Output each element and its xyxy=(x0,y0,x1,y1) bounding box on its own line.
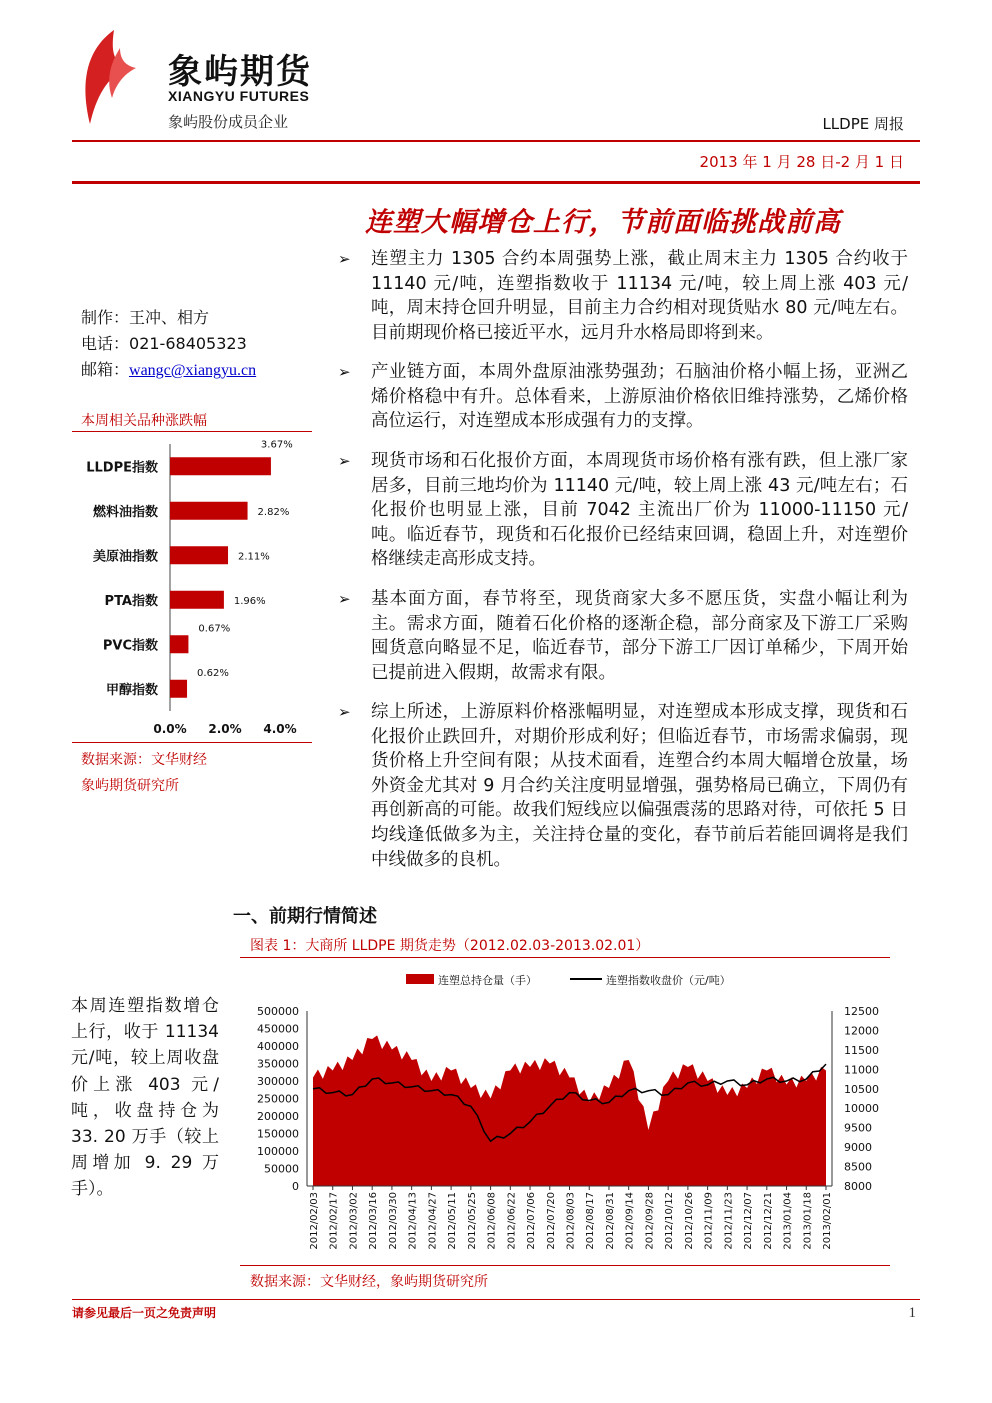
x-tick-label: 2012/12/21 xyxy=(762,1192,774,1250)
author-names: 王冲、相方 xyxy=(129,308,210,327)
bar xyxy=(170,635,188,653)
arrow-bullet-icon: ➢ xyxy=(338,590,351,608)
email-label: 邮箱： xyxy=(81,360,130,379)
legend-label-line: 连塑指数收盘价（元/吨） xyxy=(606,974,731,987)
x-tick-label: 4.0% xyxy=(263,722,297,736)
email-link[interactable]: wangc@xiangyu.cn xyxy=(129,362,257,379)
bullet-text: 综上所述，上游原料价格涨幅明显，对连塑成本形成支撑，现货和石化报价止跌回升，对期价形成利好；但临近春节，市场需求偏弱，现货价格上升空间有限；从技术面看，连塑合约本周大幅增仓放量，场外资金尤其对 9 月合约关注度明显增强，强势格局已确立，下周仍有再创新高的可能。故我们短线应以偏强震荡的思路对待，可依托 5 日均线逢低做多为主，关注持仓量的变化，春节前后若能回调将是我们中线做多的良机。 xyxy=(371,702,908,870)
bar-category-label: PTA指数 xyxy=(104,593,158,609)
bullet-item xyxy=(338,449,908,572)
figure-source: 数据来源：文华财经，象屿期货研究所 xyxy=(250,1274,488,1290)
bar-value-label: 0.62% xyxy=(197,667,229,679)
y-right-tick-label: 11000 xyxy=(844,1063,879,1077)
y-left-tick-label: 500000 xyxy=(257,1005,299,1018)
y-right-tick-label: 8500 xyxy=(844,1160,872,1174)
phone-label: 电话： xyxy=(81,334,130,353)
brand-subtitle: 象屿股份成员企业 xyxy=(168,113,289,131)
x-tick-label: 2012/10/12 xyxy=(664,1192,676,1250)
change-bar-chart xyxy=(72,434,312,740)
arrow-bullet-icon: ➢ xyxy=(338,363,351,381)
email-line xyxy=(81,357,256,380)
divider xyxy=(72,742,312,743)
report-headline: 连塑大幅增仓上行，节前面临挑战前高 xyxy=(365,207,841,238)
bullet-text: 连塑主力 1305 合约本周强势上涨，截止周末主力 1305 合约收于 11140 元/吨，连塑指数收于 11134 元/吨，较上周上涨 403 元/吨，周末持仓回升明显，目前主力合约相对现货贴水 80 元/吨左右。目前期现价格已接近平水，远月升水格局即将到来。 xyxy=(371,249,908,343)
x-tick-label: 2012/05/11 xyxy=(447,1192,459,1250)
bar-value-label: 2.82% xyxy=(257,506,290,518)
y-right-tick-label: 8000 xyxy=(844,1180,872,1193)
bar-value-label: 1.96% xyxy=(233,595,266,607)
x-tick-label: 2013/01/04 xyxy=(782,1192,794,1250)
bullet-item xyxy=(338,587,908,685)
legend-swatch-area xyxy=(406,974,434,984)
section-title: 一、前期行情简述 xyxy=(233,906,377,927)
bullet-text: 基本面方面，春节将至，现货商家大多不愿压货，实盘小幅让利为主。需求方面，随着石化价格的逐渐企稳，部分商家及下游工厂采购囤货意向略显不足，临近春节，部分下游工厂因订单稀少，下周开始已提前进入假期，故需求有限。 xyxy=(371,589,908,683)
bullet-item xyxy=(338,360,908,434)
chart-source-org: 象屿期货研究所 xyxy=(81,778,179,794)
weekly-summary: 本周连塑指数增仓上行，收于 11134 元/吨，较上周收盘价上涨 403 元/吨，收盘持仓为 33. 20 万手（较上周增加 9. 29 万手）。 xyxy=(71,996,219,1200)
y-left-tick-label: 250000 xyxy=(257,1092,299,1106)
x-tick-label: 2013/01/18 xyxy=(802,1192,814,1250)
bar-category-label: PVC指数 xyxy=(102,638,158,654)
y-left-tick-label: 200000 xyxy=(257,1110,299,1123)
phone-number: 021-68405323 xyxy=(129,334,247,353)
bar xyxy=(170,502,248,520)
y-left-tick-label: 50000 xyxy=(264,1162,299,1176)
x-tick-label: 2012/08/31 xyxy=(604,1192,616,1250)
x-tick-label: 2012/11/23 xyxy=(723,1192,735,1250)
arrow-bullet-icon: ➢ xyxy=(338,703,351,721)
x-tick-label: 2012/09/14 xyxy=(624,1192,636,1250)
bar-value-label: 3.67% xyxy=(260,439,293,451)
x-tick-label: 2012/03/30 xyxy=(387,1192,399,1250)
bar xyxy=(170,457,271,475)
bar xyxy=(170,546,228,564)
x-tick-label: 2012/10/26 xyxy=(683,1192,695,1250)
x-tick-label: 2012/07/06 xyxy=(526,1192,538,1250)
y-right-tick-label: 9000 xyxy=(844,1141,872,1155)
footer-divider xyxy=(72,1299,920,1300)
x-tick-label: 2012/05/25 xyxy=(466,1192,478,1250)
x-tick-label: 2012/04/13 xyxy=(407,1192,419,1250)
x-tick-label: 2012/03/16 xyxy=(368,1192,380,1250)
x-tick-label: 2012/06/08 xyxy=(486,1192,498,1250)
divider xyxy=(240,957,890,958)
disclaimer-note: 请参见最后一页之免责声明 xyxy=(72,1306,217,1320)
figure-title: 图表 1：大商所 LLDPE 期货走势（2012.02.03-2013.02.01） xyxy=(250,938,650,954)
bullet-text: 现货市场和石化报价方面，本周现货市场价格有涨有跌，但上涨厂家居多，目前三地均价为 11140 元/吨，较上周上涨 43 元/吨左右；石化报价也明显上涨，目前 7042 主流出厂价为 11000-11150 元/吨。临近春节，现货和石化报价已经结束回调，稳固上升，对连塑价格继续走高形成支持。 xyxy=(371,451,908,570)
y-right-tick-label: 12000 xyxy=(844,1024,879,1038)
x-tick-label: 2012/06/22 xyxy=(506,1192,518,1250)
bar-category-label: 燃料油指数 xyxy=(92,504,158,520)
x-tick-label: 2.0% xyxy=(208,722,242,736)
brand-name-cn: 象屿期货 xyxy=(168,52,312,92)
x-tick-label: 0.0% xyxy=(153,722,187,736)
x-tick-label: 2012/09/28 xyxy=(644,1192,656,1250)
y-right-tick-label: 11500 xyxy=(844,1043,879,1057)
bar xyxy=(170,591,224,609)
y-left-tick-label: 350000 xyxy=(257,1057,299,1071)
bullet-text: 产业链方面，本周外盘原油涨势强劲；石脑油价格小幅上扬，亚洲乙烯价格稳中有升。总体看来，上游原油价格依旧维持涨势，乙烯价格高位运行，对连塑成本形成强有力的支撑。 xyxy=(371,362,908,432)
x-tick-label: 2012/03/02 xyxy=(348,1192,360,1250)
bar-category-label: LLDPE指数 xyxy=(86,460,158,476)
phone-line xyxy=(81,331,247,354)
bullet-item xyxy=(338,247,908,345)
divider xyxy=(72,431,312,432)
bar-category-label: 甲醇指数 xyxy=(105,682,158,698)
x-tick-label: 2012/02/03 xyxy=(309,1192,320,1250)
author-label: 制作： xyxy=(81,308,130,327)
y-left-tick-label: 400000 xyxy=(257,1040,299,1053)
x-tick-label: 2012/12/07 xyxy=(743,1192,755,1250)
divider xyxy=(240,1265,890,1266)
chart-legend xyxy=(406,973,731,987)
author-line xyxy=(81,305,209,328)
date-range: 2013 年 1 月 28 日-2 月 1 日 xyxy=(699,153,904,171)
lldpe-trend-chart xyxy=(240,960,890,1263)
y-right-tick-label: 10000 xyxy=(844,1102,879,1116)
y-right-tick-label: 9500 xyxy=(844,1121,872,1135)
x-tick-label: 2012/08/03 xyxy=(565,1192,577,1250)
bar-category-label: 美原油指数 xyxy=(92,549,158,565)
y-right-tick-label: 10500 xyxy=(844,1082,879,1096)
y-left-tick-label: 300000 xyxy=(257,1075,299,1088)
x-tick-label: 2012/02/17 xyxy=(328,1192,340,1250)
page-number: 1 xyxy=(908,1305,916,1321)
bar-chart-title: 本周相关品种涨跌幅 xyxy=(81,413,207,429)
y-left-tick-label: 450000 xyxy=(257,1022,299,1036)
x-tick-label: 2012/11/09 xyxy=(703,1192,715,1250)
y-left-tick-label: 100000 xyxy=(257,1145,299,1158)
bullet-item xyxy=(338,700,908,872)
report-type: LLDPE 周报 xyxy=(822,115,904,133)
logo-flame-icon xyxy=(76,28,138,128)
brand-name-en: XIANGYU FUTURES xyxy=(168,88,310,104)
y-left-tick-label: 0 xyxy=(292,1180,299,1193)
chart-source: 数据来源：文华财经 xyxy=(81,752,207,768)
bar xyxy=(170,680,187,698)
bar-value-label: 0.67% xyxy=(198,623,231,635)
y-left-tick-label: 150000 xyxy=(257,1127,299,1141)
arrow-bullet-icon: ➢ xyxy=(338,250,351,268)
bar-value-label: 2.11% xyxy=(238,551,270,563)
holdings-area xyxy=(313,1035,826,1186)
x-tick-label: 2013/02/01 xyxy=(822,1192,833,1250)
x-tick-label: 2012/08/17 xyxy=(585,1192,597,1250)
x-tick-label: 2012/04/27 xyxy=(427,1192,439,1250)
y-right-tick-label: 12500 xyxy=(844,1005,879,1018)
x-tick-label: 2012/07/20 xyxy=(545,1192,557,1250)
arrow-bullet-icon: ➢ xyxy=(338,452,351,470)
legend-label-area: 连塑总持仓量（手） xyxy=(438,974,537,987)
